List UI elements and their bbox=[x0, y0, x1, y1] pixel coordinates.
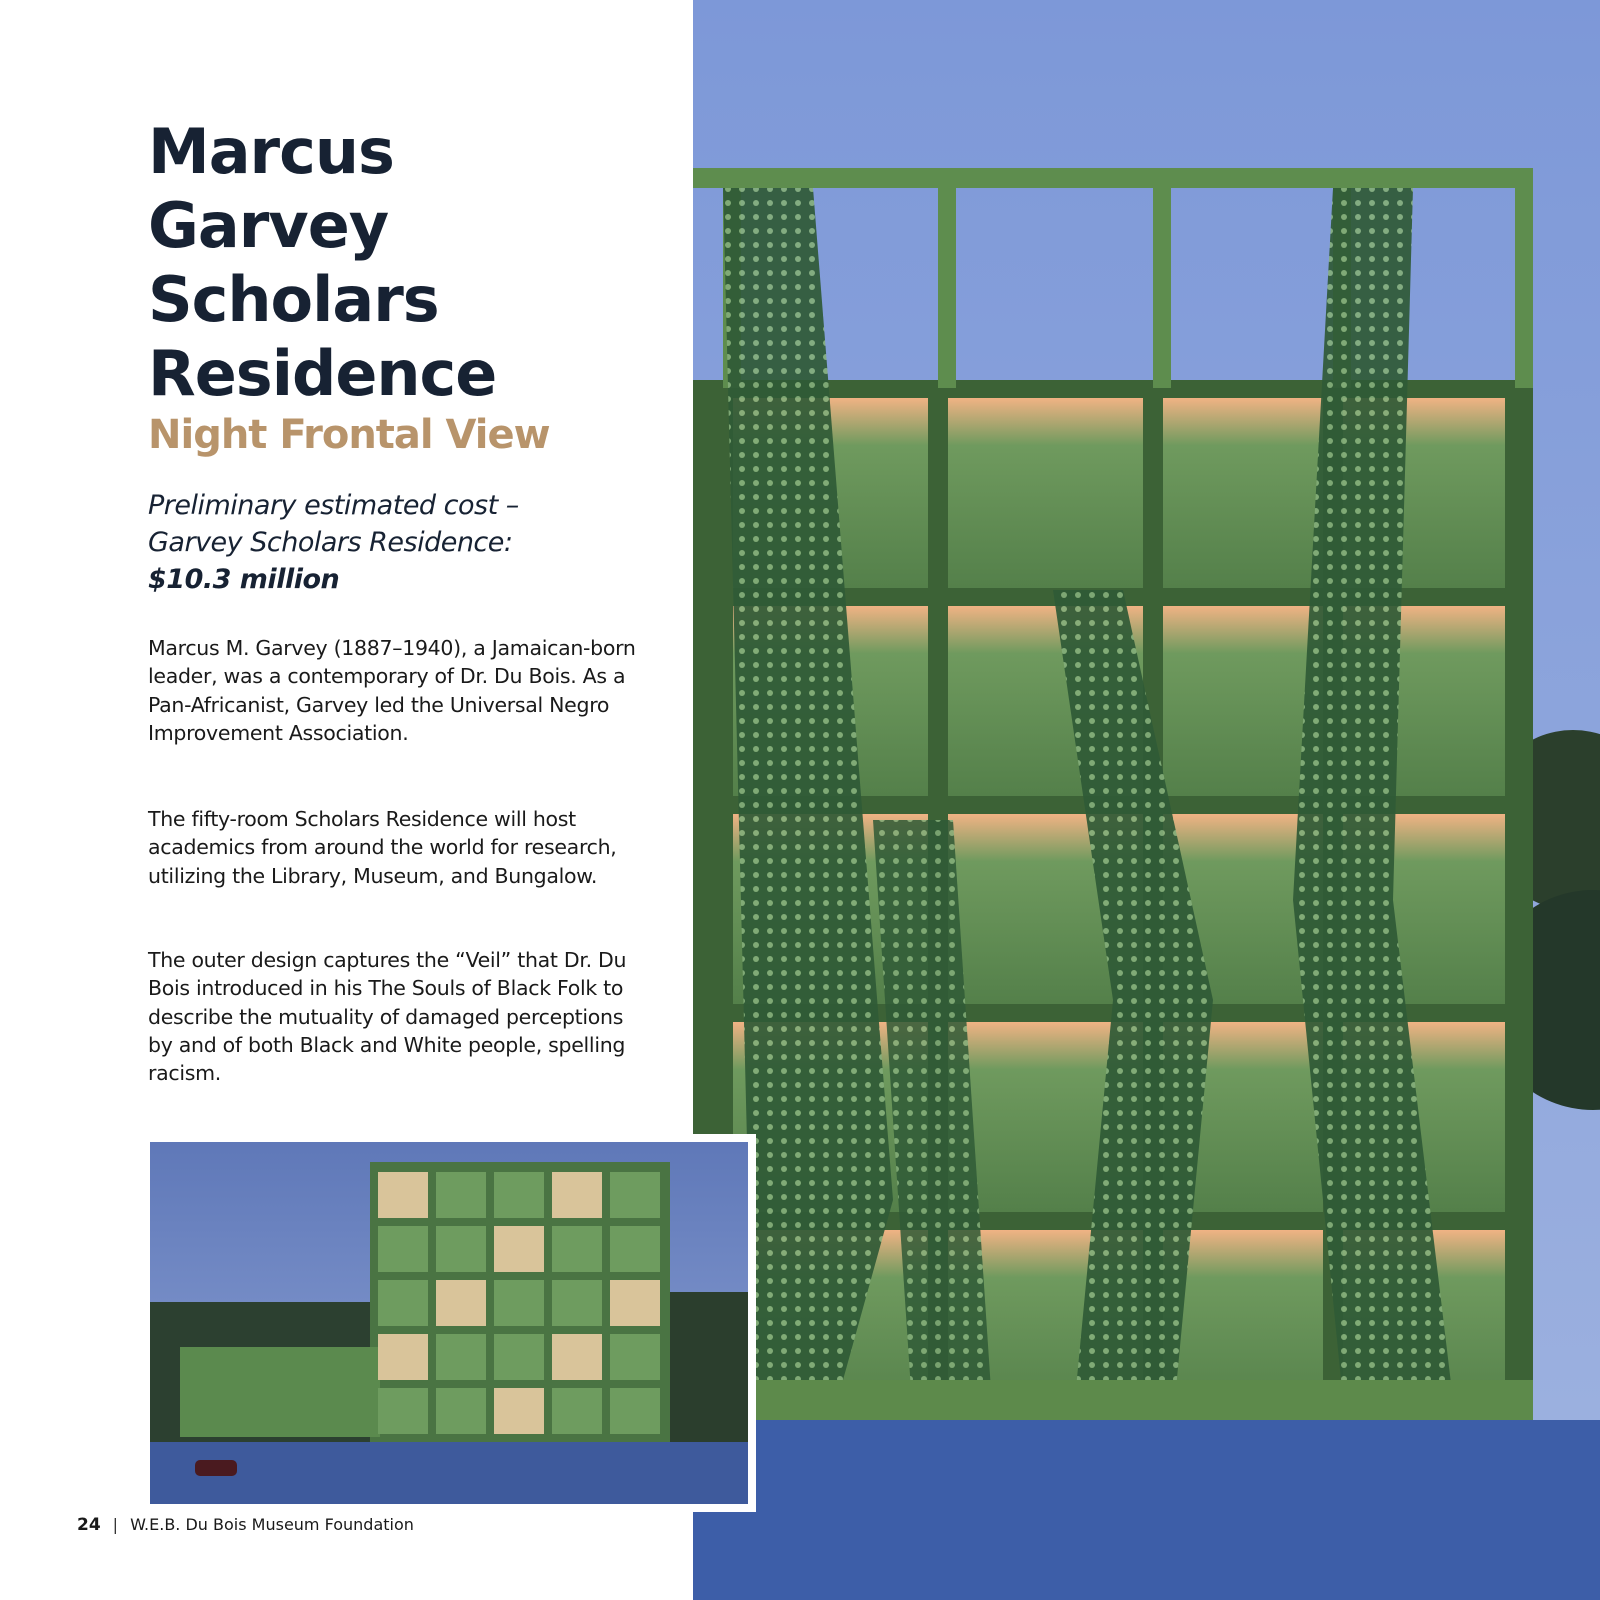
inset-window bbox=[436, 1280, 486, 1326]
inset-window bbox=[436, 1172, 486, 1218]
inset-window bbox=[610, 1334, 660, 1380]
inset-window bbox=[436, 1388, 486, 1434]
inset-window bbox=[610, 1280, 660, 1326]
footer-separator: | bbox=[112, 1515, 119, 1534]
building-night-wide-image bbox=[150, 1142, 748, 1504]
inset-window bbox=[494, 1334, 544, 1380]
inset-window bbox=[494, 1388, 544, 1434]
footer-organization: W.E.B. Du Bois Museum Foundation bbox=[130, 1515, 414, 1534]
inset-image-frame bbox=[142, 1134, 756, 1512]
inset-window bbox=[552, 1334, 602, 1380]
room-window bbox=[1163, 606, 1323, 796]
room-window bbox=[1163, 398, 1323, 588]
title-line: Scholars bbox=[148, 263, 439, 336]
page-footer bbox=[77, 1515, 414, 1535]
inset-window bbox=[378, 1226, 428, 1272]
page-title bbox=[148, 115, 668, 411]
room-window bbox=[948, 398, 1143, 588]
cost-line-1: Preliminary estimated cost – bbox=[148, 490, 519, 521]
body-paragraph: Marcus M. Garvey (1887–1940), a Jamaican-born leader, was a contemporary of Dr. Du Bois. As a Pan-Africanist, Garvey led the Universal Negro Improvement Association. bbox=[148, 636, 636, 745]
page-subtitle: Night Frontal View bbox=[148, 412, 550, 458]
page-number: 24 bbox=[77, 1515, 101, 1535]
building-night-frontal-image bbox=[693, 0, 1600, 1600]
inset-window bbox=[436, 1334, 486, 1380]
title-line: Residence bbox=[148, 337, 497, 410]
inset-window bbox=[610, 1388, 660, 1434]
body-paragraph: The outer design captures the “Veil” that Dr. Du Bois introduced in his The Souls of Black Folk to describe the mutuality of damaged perceptions by and of both Black and White people, spelling racism. bbox=[148, 948, 627, 1086]
cost-line-2: Garvey Scholars Residence: bbox=[148, 527, 513, 558]
body-paragraph: The fifty-room Scholars Residence will host academics from around the world for research, utilizing the Library, Museum, and Bungalow. bbox=[148, 807, 617, 888]
inset-window bbox=[494, 1226, 544, 1272]
inset-window bbox=[378, 1388, 428, 1434]
inset-window bbox=[494, 1172, 544, 1218]
title-line: Marcus bbox=[148, 115, 394, 188]
inset-window bbox=[378, 1280, 428, 1326]
inset-window bbox=[378, 1334, 428, 1380]
inset-window bbox=[378, 1172, 428, 1218]
inset-window bbox=[552, 1226, 602, 1272]
inset-window bbox=[610, 1172, 660, 1218]
cost-amount: $10.3 million bbox=[148, 564, 340, 595]
cost-estimate bbox=[148, 487, 668, 598]
inset-window bbox=[552, 1172, 602, 1218]
inset-window bbox=[610, 1226, 660, 1272]
inset-window bbox=[552, 1388, 602, 1434]
title-line: Garvey bbox=[148, 189, 389, 262]
inset-window bbox=[494, 1280, 544, 1326]
inset-window bbox=[436, 1226, 486, 1272]
inset-window bbox=[552, 1280, 602, 1326]
